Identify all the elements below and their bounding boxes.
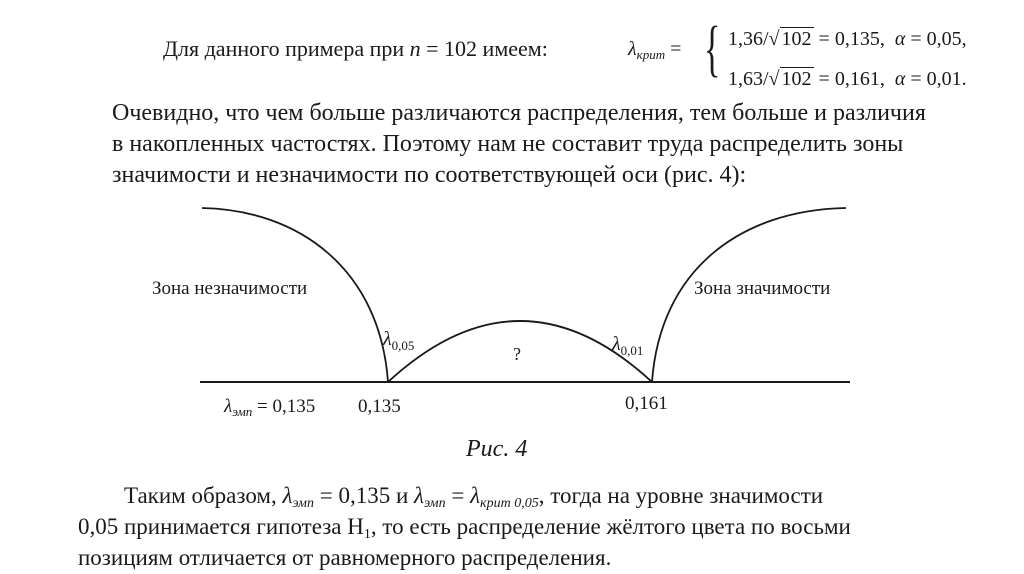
concl-lambda-2: λ (414, 483, 424, 508)
hypothesis-subscript: 1 (363, 527, 371, 542)
zone-left-label: Зона незначимости (152, 278, 308, 299)
n-value: = 102 имеем: (420, 36, 548, 61)
left-brace: { (704, 15, 721, 83)
intro-text: Для данного примера при (163, 36, 410, 61)
tick-label-0135: 0,135 (358, 396, 401, 417)
lambda-symbol: λ (628, 38, 637, 60)
concl-text-f: , то есть распределение жёлтого цвета по восьми (370, 514, 851, 539)
concl-sub-1: эмп (292, 496, 314, 511)
lambda-001-symbol: λ (612, 333, 621, 355)
paragraph-line-3: значимости и незначимости по соответствующей оси (рис. 4): (112, 162, 747, 188)
lambda-005-label (382, 328, 414, 353)
n-symbol: n (409, 36, 421, 61)
lambda-emp-value: = 0,135 (252, 396, 316, 417)
lambda-emp-subscript: эмп (232, 404, 253, 419)
intro-line (163, 36, 548, 62)
paragraph-line-1: Очевидно, что чем больше различаются распределения, тем больше и различия (112, 100, 926, 126)
figure-caption: Рис. 4 (466, 436, 528, 462)
question-mark: ? (513, 344, 521, 364)
formula-row-2: 1,63/√ 102 = 0,161, α = 0,01. (728, 68, 967, 90)
formula-row-1: 1,36/√ 102 = 0,135, α = 0,05, (728, 28, 967, 50)
alpha-2: α (894, 68, 906, 90)
lambda-crit-subscript: крит (636, 47, 666, 62)
lambda-001-label (611, 333, 643, 358)
sqrt-arg-2: 102 (781, 68, 812, 90)
concl-sub-2: эмп (424, 496, 446, 511)
formula-lhs (628, 38, 681, 63)
lambda-001-subscript: 0,01 (620, 343, 644, 358)
concl-text-b: = 0,135 и (314, 483, 415, 508)
concl-lambda-1: λ (282, 483, 293, 508)
lambda-emp-symbol: λ (224, 396, 233, 417)
conclusion-line-1 (124, 483, 823, 512)
result-1: = 0,135, (813, 28, 885, 50)
sqrt-arg-1: 102 (781, 28, 812, 50)
coef-2: 1,63 (728, 68, 763, 90)
concl-lambda-3: λ (470, 483, 481, 508)
lambda-emp-label (223, 396, 315, 419)
concl-text-c: = (445, 483, 471, 508)
formula-equals: = (665, 38, 682, 60)
conclusion-line-3: позициям отличается от равномерного распределения. (78, 545, 612, 570)
concl-sub-3: крит 0,05 (480, 496, 539, 511)
lambda-005-symbol: λ (383, 328, 392, 350)
alpha-value-2: = 0,01. (905, 68, 967, 90)
paragraph-line-2: в накопленных частостях. Поэтому нам не составит труда распределить зоны (112, 131, 904, 157)
coef-1: 1,36 (728, 28, 763, 50)
zones-diagram (0, 190, 1024, 420)
concl-text-d: , тогда на уровне значимости (538, 483, 824, 508)
alpha-1: α (894, 28, 906, 50)
result-2: = 0,161, (813, 68, 885, 90)
alpha-value-1: = 0,05, (905, 28, 967, 50)
tick-label-0161: 0,161 (625, 393, 668, 414)
lambda-crit-formula (628, 15, 1008, 90)
concl-text-e: 0,05 принимается гипотеза Н (78, 514, 364, 539)
concl-text-a: Таким образом, (124, 483, 283, 508)
lambda-005-subscript: 0,05 (391, 338, 415, 353)
conclusion-line-2 (78, 514, 851, 543)
zone-right-label: Зона значимости (694, 278, 831, 299)
